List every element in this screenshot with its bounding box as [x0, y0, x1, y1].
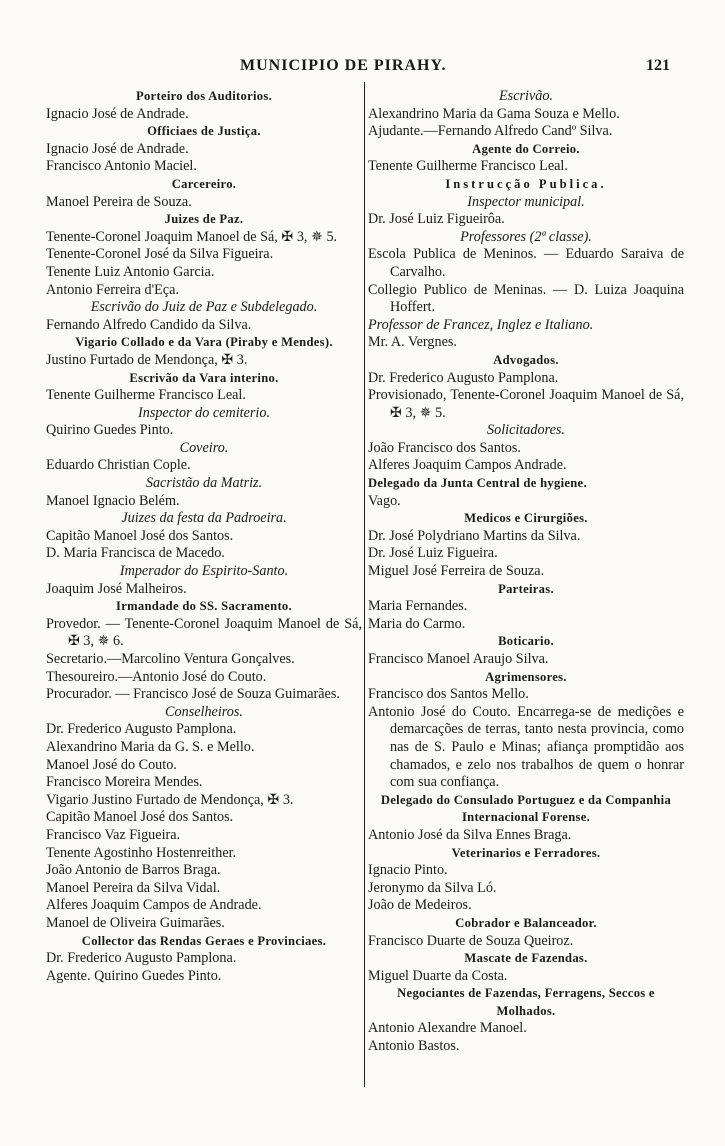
entry-line: Antonio José da Silva Ennes Braga.	[368, 826, 572, 843]
section-heading: Officiaes de Justiça.	[147, 124, 261, 139]
entry-line: Tenente Agostinho Hostenreither.	[46, 844, 237, 861]
entry-line: Manoel Ignacio Belém.	[46, 492, 180, 509]
subheading: Inspector do cemiterio.	[138, 404, 270, 421]
entry-line: Francisco Vaz Figueira.	[46, 826, 181, 843]
section-heading: Carcereiro.	[171, 176, 237, 191]
entry-line: Dr. Frederico Augusto Pamplona.	[46, 721, 237, 738]
entry-line: João Francisco dos Santos.	[368, 439, 521, 456]
entry-line: Alexandrino Maria da G. S. e Mello.	[46, 738, 255, 755]
entry-line: Agente. Quirino Guedes Pinto.	[46, 967, 222, 984]
entry-line: Vago.	[368, 492, 401, 509]
entry-line: Dr. Frederico Augusto Pamplona.	[46, 950, 237, 967]
entry-line: Tenente Guilherme Francisco Leal.	[46, 387, 246, 404]
entry-line: Manoel de Oliveira Guimarães.	[46, 914, 225, 931]
section-heading: Collector das Rendas Geraes e Provinciaes.	[81, 933, 327, 948]
section-heading: Porteiro dos Auditorios.	[135, 89, 273, 103]
entry-line: Eduardo Christian Cople.	[46, 457, 191, 474]
entry-line: João de Medeiros.	[368, 897, 472, 914]
left-column	[46, 88, 362, 985]
entry-paragraph: Tenente-Coronel Joaquim Manoel de Sá, ✠ 3, ✵ 5.	[46, 228, 338, 245]
section-heading: Agente do Correio.	[472, 141, 580, 156]
entry-line: Maria Fernandes.	[368, 598, 468, 615]
entry-line: Ajudante.—Fernando Alfredo Candº Silva.	[368, 123, 613, 140]
entry-line: Tenente Luiz Antonio Garcia.	[46, 263, 215, 280]
subheading: Coveiro.	[179, 439, 229, 456]
entry-line: Fernando Alfredo Candido da Silva.	[46, 316, 252, 333]
section-heading: Boticario.	[498, 634, 554, 649]
subheading: Imperador do Espirito-Santo.	[119, 563, 289, 580]
entry-line: Francisco dos Santos Mello.	[368, 686, 529, 703]
page-title: MUNICIPIO DE PIRAHY.	[240, 57, 447, 74]
subheading: Escrivão.	[499, 88, 553, 104]
entry-line: Ignacio José de Andrade.	[46, 140, 189, 157]
section-heading: Cobrador e Balanceador.	[455, 915, 597, 930]
page-header	[0, 57, 725, 81]
entry-paragraph: Provisionado, Tenente-Coronel Joaquim Manoel de Sá, ✠ 3, ✵ 5.	[368, 387, 684, 421]
section-heading: Negociantes de Fazendas, Ferragens, Seccos e Molhados.	[397, 986, 655, 1018]
section-heading: Medicos e Cirurgiões.	[464, 511, 588, 526]
entry-line: Dr. Frederico Augusto Pamplona.	[368, 369, 559, 386]
subheading: Conselheiros.	[165, 703, 243, 720]
entry-line: Alexandrino Maria da Gama Souza e Mello.	[368, 105, 620, 122]
section-heading: Advogados.	[493, 352, 559, 367]
entry-line: Antonio Ferreira d'Eça.	[46, 281, 179, 298]
entry-line: Ignacio Pinto.	[368, 862, 448, 879]
entry-line: Francisco Moreira Mendes.	[46, 774, 203, 791]
entry-line: Francisco Duarte de Souza Queiroz.	[368, 932, 574, 949]
subheading: Professor de Francez, Inglez e Italiano.	[368, 316, 594, 333]
subheading: Inspector municipal.	[467, 193, 585, 210]
entry-line: Alferes Joaquim Campos Andrade.	[368, 457, 567, 474]
entry-line: Miguel Duarte da Costa.	[368, 967, 508, 984]
entry-line: Ignacio José de Andrade.	[46, 105, 189, 122]
section-heading: Delegado do Consulado Portuguez e da Companhia Internacional Forense.	[380, 792, 672, 825]
entry-line: Capitão Manoel José dos Santos.	[46, 809, 234, 826]
entry-line: Antonio Bastos.	[368, 1038, 460, 1055]
subheading: Juizes da festa da Padroeira.	[121, 510, 287, 527]
entry-line: Miguel José Ferreira de Souza.	[368, 563, 545, 580]
section-heading: Veterinarios e Ferradores.	[451, 845, 601, 860]
section-heading: Parteiras.	[498, 581, 554, 596]
entry-line: Capitão Manoel José dos Santos.	[46, 527, 234, 544]
entry-line: Francisco Manoel Araujo Silva.	[368, 651, 549, 667]
entry-line: Dr. José Polydriano Martins da Silva.	[368, 527, 581, 544]
subheading: Escrivão do Juiz de Paz e Subdelegado.	[90, 299, 318, 316]
subheading: Solicitadores.	[487, 422, 565, 439]
section-heading: Mascate de Fazendas.	[464, 951, 588, 966]
entry-line: D. Maria Francisca de Macedo.	[46, 545, 225, 562]
entry-paragraph: Provedor. — Tenente-Coronel Joaquim Manoel de Sá, ✠ 3, ✵ 6.	[46, 615, 362, 650]
section-heading: Vigario Collado e da Vara (Piraby e Mendes).	[75, 335, 333, 350]
entry-line: Antonio Alexandre Manoel.	[368, 1020, 527, 1037]
entry-line: Tenente Guilherme Francisco Leal.	[368, 158, 568, 175]
entry-line: Thesoureiro.—Antonio José do Couto.	[46, 668, 267, 685]
entry-line: Maria do Carmo.	[368, 615, 466, 632]
entry-paragraph: Antonio José do Couto. Encarrega-se de medições e demarcações de terras, tanto nesta provincia, como nas de S. Paulo e Minas; afiança promptidão aos chamados, e zelo nos trabalhos de quem o honrar com sua confiança.	[368, 703, 684, 791]
entry-line: Tenente-Coronel José da Silva Figueira.	[46, 246, 274, 263]
entry-paragraph: Collegio Publico de Meninas. — D. Luiza Joaquina Hoffert.	[368, 281, 684, 316]
subheading: Professores (2ª classe).	[460, 228, 592, 245]
section-heading: Delegado da Junta Central de hygiene.	[368, 476, 587, 491]
entry-line: Manoel Pereira da Silva Vidal.	[46, 879, 221, 896]
section-heading: Irmandade do SS. Sacramento.	[116, 599, 292, 614]
entry-line: Dr. José Luiz Figueira.	[368, 545, 498, 562]
entry-line: Dr. José Luiz Figueirôa.	[368, 211, 505, 228]
entry-paragraph: Procurador. — Francisco José de Souza Guimarães.	[46, 686, 340, 703]
section-heading: Juizes de Paz.	[164, 212, 244, 227]
subheading: Sacristão da Matriz.	[145, 475, 263, 492]
entry-line: Joaquim José Malheiros.	[46, 580, 187, 597]
entry-paragraph: Escola Publica de Meninos. — Eduardo Saraiva de Carvalho.	[368, 246, 684, 280]
section-heading: Agrimensores.	[485, 669, 567, 684]
entry-line: Manoel José do Couto.	[46, 756, 177, 773]
section-heading: Escrivão da Vara interino.	[129, 370, 279, 385]
entry-line: Secretario.—Marcolino Ventura Gonçalves.	[46, 651, 295, 667]
entry-line: Vigario Justino Furtado de Mendonça, ✠ 3.	[46, 791, 294, 808]
right-column	[368, 88, 684, 1056]
entry-line: Francisco Antonio Maciel.	[46, 158, 197, 175]
entry-line: Jeronymo da Silva Ló.	[368, 879, 497, 896]
section-heading: Instrucção Publica.	[445, 176, 607, 191]
entry-line: Quirino Guedes Pinto.	[46, 422, 174, 439]
entry-line: Alferes Joaquim Campos de Andrade.	[46, 897, 262, 914]
entry-line: Mr. A. Vergnes.	[368, 334, 457, 351]
entry-line: João Antonio de Barros Braga.	[46, 862, 221, 879]
entry-line: Justino Furtado de Mendonça, ✠ 3.	[46, 351, 248, 368]
column-divider	[364, 82, 365, 1087]
entry-line: Manoel Pereira de Souza.	[46, 193, 192, 210]
page-number: 121	[646, 57, 670, 74]
